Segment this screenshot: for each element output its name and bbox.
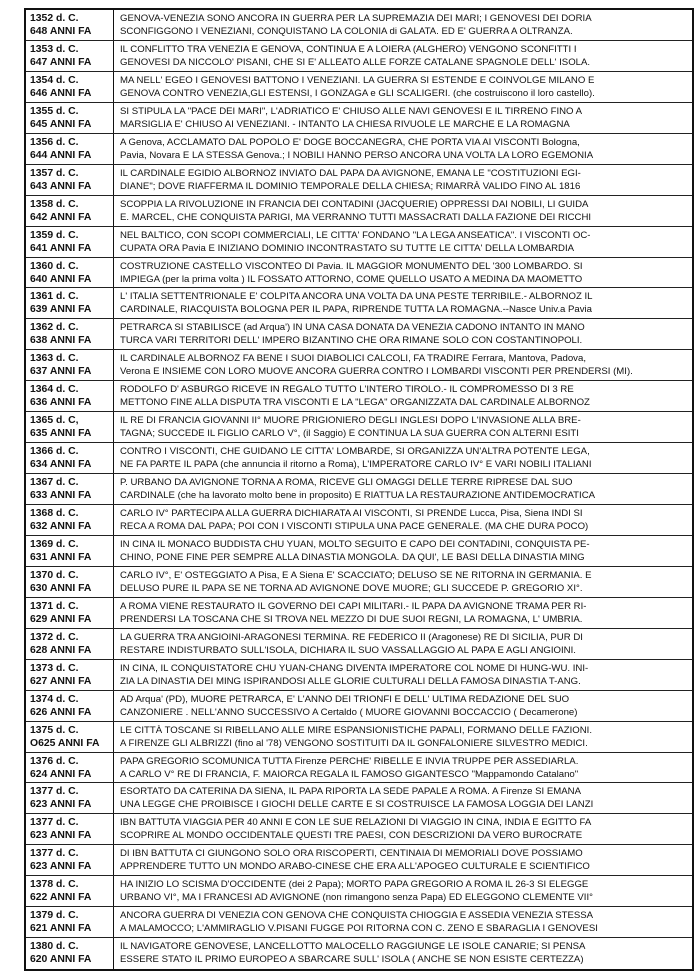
table-row xyxy=(26,227,692,258)
table-row xyxy=(26,165,692,196)
event-text-line: PRENDERSI LA TOSCANA CHE SI TROVA NEL MEZZO DI DUE SUOI REGNI, LA ROMAGNA, L' UMBRIA. xyxy=(120,613,583,625)
event-text-cell xyxy=(114,845,692,875)
table-row xyxy=(26,443,692,474)
table-row xyxy=(26,103,692,134)
event-text-line: IL CONFLITTO TRA VENEZIA E GENOVA, CONTINUA E A LOIERA (ALGHERO) VENGONO SCONFITTI I xyxy=(120,43,577,55)
event-text-line: TURCA VARI TERRITORI DELL' IMPERO BIZANTINO CHE ORA RIMANE SOLO CON COSTANTINOPOLI. xyxy=(120,335,583,347)
date-cell xyxy=(26,660,114,690)
date-cell xyxy=(26,319,114,349)
event-text-line: A Genova, ACCLAMATO DAL POPOLO E' DOGE BOCCANEGRA, CHE PORTA VIA AI VISCONTI Bologna, xyxy=(120,136,580,148)
event-text-line: L' ITALIA SETTENTRIONALE E' COLPITA ANCORA UNA VOLTA DA UNA PESTE TERRIBILE.- ALBORNOZ IL xyxy=(120,291,593,303)
years-ago-label: 627 ANNI FA xyxy=(30,675,92,687)
event-text-cell xyxy=(114,536,692,566)
event-text-cell xyxy=(114,288,692,318)
year-label: 1362 d. C. xyxy=(30,322,79,334)
years-ago-label: 620 ANNI FA xyxy=(30,954,92,966)
date-cell xyxy=(26,567,114,597)
years-ago-label: 642 ANNI FA xyxy=(30,211,92,223)
table-row xyxy=(26,691,692,722)
event-text-cell xyxy=(114,598,692,628)
event-text-line: Verona E INSIEME CON LORO MUOVE ANCORA GUERRA CONTRO I LOMBARDI VISCONTI PER PRENDERSI (MI). xyxy=(120,366,633,378)
years-ago-label: 623 ANNI FA xyxy=(30,799,92,811)
table-row xyxy=(26,783,692,814)
years-ago-label: O625 ANNI FA xyxy=(30,737,100,749)
years-ago-label: 631 ANNI FA xyxy=(30,551,92,563)
event-text-line: ZIA LA DINASTIA DEI MING ISPIRANDOSI ALLE GLORIE CULTURALI DELLA FAMOSA DINASTIA T-ANG. xyxy=(120,675,581,687)
event-text-cell xyxy=(114,567,692,597)
event-text-line: IL NAVIGATORE GENOVESE, LANCELLOTTO MALOCELLO RAGGIUNGE LE ISOLE CANARIE; SI PENSA xyxy=(120,941,586,953)
event-text-line: GENOVA-VENEZIA SONO ANCORA IN GUERRA PER LA SUPREMAZIA DEI MARI; I GENOVESI DEI DORIA xyxy=(120,13,592,24)
event-text-cell xyxy=(114,165,692,195)
event-text-cell xyxy=(114,381,692,411)
years-ago-label: 624 ANNI FA xyxy=(30,768,92,780)
event-text-cell xyxy=(114,103,692,133)
years-ago-label: 630 ANNI FA xyxy=(30,582,92,594)
year-label: 1375 d. C. xyxy=(30,724,79,736)
event-text-line: ANCORA GUERRA DI VENEZIA CON GENOVA CHE CONQUISTA CHIOGGIA E ASSEDIA VENEZIA STESSA xyxy=(120,910,594,922)
year-label: 1352 d. C. xyxy=(30,13,79,24)
event-text-line: CARDINALE (che ha lavorato molto bene in proposito) E RIATTUA LA RESTAURAZIONE ANTIDEMOCRATICA xyxy=(120,490,596,502)
year-label: 1364 d. C. xyxy=(30,384,79,396)
table-row xyxy=(26,753,692,784)
event-text-cell xyxy=(114,196,692,226)
date-cell xyxy=(26,134,114,164)
date-cell xyxy=(26,876,114,906)
event-text-line: UNA LEGGE CHE PROIBISCE I GIOCHI DELLE CARTE E SI COSTRUISCE LA FAMOSA LOGGIA DEI LANZI xyxy=(120,799,594,811)
years-ago-label: 648 ANNI FA xyxy=(30,26,92,37)
event-text-line: A CARLO V° RE DI FRANCIA, F. MAIORCA REGALA IL FAMOSO GIGANTESCO "Mappamondo Catalano" xyxy=(120,768,579,780)
years-ago-label: 646 ANNI FA xyxy=(30,87,92,99)
event-text-line: LA GUERRA TRA ANGIOINI-ARAGONESI TERMINA. RE FEDERICO II (Aragonese) RE DI SICILIA, PUR DI xyxy=(120,631,583,643)
event-text-line: URBANO VI°, MA I FRANCESI AD AVIGNONE (non rimangono senza Papa) ED ELEGGONO CLEMENTE VII° xyxy=(120,892,593,904)
event-text-line: PAPA GREGORIO SCOMUNICA TUTTA Firenze PERCHE' RIBELLE E INVIA TRUPPE PER ASSEDIARLA. xyxy=(120,755,579,767)
event-text-line: ESORTATO DA CATERINA DA SIENA, IL PAPA RIPORTA LA SEDE PAPALE A ROMA. A Firenze SI EMANA xyxy=(120,786,582,798)
date-cell xyxy=(26,814,114,844)
table-row xyxy=(26,536,692,567)
event-text-line: APPRENDERE TUTTO UN MONDO ARABO-CINESE CHE ERA ALL'APOGEO CULTURALE E SCIENTIFICO xyxy=(120,861,590,873)
table-row xyxy=(26,412,692,443)
table-row xyxy=(26,319,692,350)
year-label: 1369 d. C. xyxy=(30,538,79,550)
event-text-cell xyxy=(114,227,692,257)
year-label: 1377 d. C. xyxy=(30,848,79,860)
years-ago-label: 637 ANNI FA xyxy=(30,366,92,378)
event-text-cell xyxy=(114,41,692,71)
years-ago-label: 623 ANNI FA xyxy=(30,830,92,842)
date-cell xyxy=(26,753,114,783)
event-text-line: CHINO, PONE FINE PER SEMPRE ALLA DINASTIA MONGOLA. DA QUI', LE BASI DELLA DINASTIA MING xyxy=(120,551,585,563)
event-text-line: PETRARCA SI STABILISCE (ad Arqua') IN UNA CASA DONATA DA VENEZIA CADONO INTANTO IN MANO xyxy=(120,322,585,334)
date-cell xyxy=(26,629,114,659)
date-cell xyxy=(26,474,114,504)
year-label: 1358 d. C. xyxy=(30,198,79,210)
event-text-line: MARSIGLIA E' CHIUSO AI VENEZIANI. - INTANTO LA CHIESA RIVUOLE LE MARCHE E LA ROMAGNA xyxy=(120,118,570,130)
event-text-line: COSTRUZIONE CASTELLO VISCONTEO DI Pavia. IL MAGGIOR MONUMENTO DEL '300 LOMBARDO. SI xyxy=(120,260,583,272)
table-row xyxy=(26,381,692,412)
table-row xyxy=(26,134,692,165)
event-text-cell xyxy=(114,814,692,844)
table-row xyxy=(26,814,692,845)
event-text-line: MA NELL' EGEO I GENOVESI BATTONO I VENEZIANI. LA GUERRA SI ESTENDE E COINVOLGE MILANO E xyxy=(120,74,595,86)
years-ago-label: 633 ANNI FA xyxy=(30,490,92,502)
date-cell xyxy=(26,845,114,875)
year-label: 1377 d. C. xyxy=(30,817,79,829)
years-ago-label: 638 ANNI FA xyxy=(30,335,92,347)
event-text-cell xyxy=(114,474,692,504)
event-text-cell xyxy=(114,660,692,690)
date-cell xyxy=(26,443,114,473)
date-cell xyxy=(26,722,114,752)
year-label: 1378 d. C. xyxy=(30,879,79,891)
event-text-line: IN CINA, IL CONQUISTATORE CHU YUAN-CHANG DIVENTA IMPERATORE COL NOME DI HUNG-WU. INI- xyxy=(120,662,589,674)
years-ago-label: 623 ANNI FA xyxy=(30,861,92,873)
event-text-line: RODOLFO D' ASBURGO RICEVE IN REGALO TUTTO L'INTERO TIROLO.- IL COMPROMESSO DI 3 RE xyxy=(120,384,574,396)
years-ago-label: 621 ANNI FA xyxy=(30,923,92,935)
event-text-cell xyxy=(114,629,692,659)
event-text-line: A MALAMOCCO; L'AMMIRAGLIO V.PISANI FUGGE POI RITORNA CON C. ZENO E SBARAGLIA I GENOVESI xyxy=(120,923,598,935)
table-row xyxy=(26,876,692,907)
date-cell xyxy=(26,72,114,102)
date-cell xyxy=(26,165,114,195)
years-ago-label: 643 ANNI FA xyxy=(30,180,92,192)
event-text-line: Pavia, Novara E LA STESSA Genova.; I NOBILI HANNO PERSO ANCORA UNA VOLTA LA LORO EGEMONIA xyxy=(120,149,594,161)
years-ago-label: 634 ANNI FA xyxy=(30,459,92,471)
event-text-cell xyxy=(114,258,692,288)
year-label: 1372 d. C. xyxy=(30,631,79,643)
event-text-line: HA INIZIO LO SCISMA D'OCCIDENTE (dei 2 Papa); MORTO PAPA GREGORIO A ROMA IL 26-3 SI ELEGGE xyxy=(120,879,589,891)
table-row xyxy=(26,41,692,72)
table-row xyxy=(26,629,692,660)
date-cell xyxy=(26,103,114,133)
event-text-line: CUPATA ORA Pavia E INIZIANO DOMINIO INCONTRASTATO SU TUTTE LE CITTA' DELLA LOMBARDIA xyxy=(120,242,575,254)
date-cell xyxy=(26,536,114,566)
event-text-cell xyxy=(114,907,692,937)
date-cell xyxy=(26,907,114,937)
event-text-line: SCONFIGGONO I VENEZIANI, CONQUISTANO LA COLONIA di GALATA. ED E' GUERRA A OLTRANZA. xyxy=(120,26,573,37)
event-text-line: CARLO IV°, E' OSTEGGIATO A Pisa, E A Siena E' SCACCIATO; DELUSO SE NE RITORNA IN GERMANIA. E xyxy=(120,569,592,581)
date-cell xyxy=(26,258,114,288)
year-label: 1357 d. C. xyxy=(30,167,79,179)
event-text-line: ESSERE STATO IL PRIMO EUROPEO A SBARCARE SULL' ISOLA ( ANCHE SE NON ESISTE CERTEZZA) xyxy=(120,954,584,966)
event-text-cell xyxy=(114,412,692,442)
event-text-line: P. URBANO DA AVIGNONE TORNA A ROMA, RICEVE GLI OMAGGI DELLE TERRE RIPRESE DAL SUO xyxy=(120,477,573,489)
event-text-cell xyxy=(114,753,692,783)
event-text-line: METTONO FINE ALLA DISPUTA TRA VISCONTI E LA "LEGA" ORGANIZZATA DAL CARDINALE ALBORNOZ xyxy=(120,397,590,409)
year-label: 1376 d. C. xyxy=(30,755,79,767)
year-label: 1377 d. C. xyxy=(30,786,79,798)
event-text-cell xyxy=(114,443,692,473)
years-ago-label: 626 ANNI FA xyxy=(30,706,92,718)
date-cell xyxy=(26,41,114,71)
event-text-line: SCOPPIA LA RIVOLUZIONE IN FRANCIA DEI CONTADINI (JACQUERIE) OPPRESSI DAI NOBILI, LI GUIDA xyxy=(120,198,589,210)
year-label: 1355 d. C. xyxy=(30,105,79,117)
date-cell xyxy=(26,505,114,535)
table-row xyxy=(26,474,692,505)
years-ago-label: 639 ANNI FA xyxy=(30,304,92,316)
event-text-cell xyxy=(114,876,692,906)
event-text-line: IMPIEGA (per la prima volta ) IL FOSSATO ATTORNO, COME QUELLO USATO A MEDINA DA MAOMETTO xyxy=(120,273,583,285)
years-ago-label: 644 ANNI FA xyxy=(30,149,92,161)
years-ago-label: 647 ANNI FA xyxy=(30,56,92,68)
event-text-line: DI IBN BATTUTA CI GIUNGONO SOLO ORA RISCOPERTI, CENTINAIA DI MEMORIALI DOVE POSSIAMO xyxy=(120,848,583,860)
table-row xyxy=(26,288,692,319)
year-label: 1370 d. C. xyxy=(30,569,79,581)
year-label: 1365 d. C, xyxy=(30,415,79,427)
table-row xyxy=(26,660,692,691)
year-label: 1363 d. C. xyxy=(30,353,79,365)
table-row xyxy=(26,10,692,41)
date-cell xyxy=(26,691,114,721)
table-row xyxy=(26,845,692,876)
event-text-line: SI STIPULA LA "PACE DEI MARI", L'ADRIATICO E' CHIUSO ALLE NAVI GENOVESI E IL TIRRENO FINO A xyxy=(120,105,583,117)
year-label: 1373 d. C. xyxy=(30,662,79,674)
year-label: 1380 d. C. xyxy=(30,941,79,953)
event-text-line: CANZONIERE . NELL'ANNO SUCCESSIVO A Certaldo ( MUORE GIOVANNI BOCCACCIO ( Decamerone) xyxy=(120,706,578,718)
event-text-line: CARDINALE, RIACQUISTA BOLOGNA PER IL PAPA, RIPRENDE TUTTA LA ROMAGNA.--Nasce Univ.a Pavia xyxy=(120,304,592,316)
year-label: 1374 d. C. xyxy=(30,693,79,705)
year-label: 1368 d. C. xyxy=(30,508,79,519)
event-text-line: RECA A ROMA DAL PAPA; POI CON I VISCONTI STIPULA UNA PACE GENERALE. (MA CHE DURA POCO) xyxy=(120,521,589,532)
event-text-line: GENOVESI DA NICCOLO' PISANI, CHE SI E' ALLEATO ALLE FORZE CATALANE SPAGNOLE DELL' ISOLA. xyxy=(120,56,591,68)
table-row xyxy=(26,907,692,938)
date-cell xyxy=(26,598,114,628)
table-row xyxy=(26,505,692,536)
year-label: 1353 d. C. xyxy=(30,43,79,55)
table-row xyxy=(26,722,692,753)
table-row xyxy=(26,598,692,629)
event-text-cell xyxy=(114,350,692,380)
event-text-line: LE CITTÀ TOSCANE SI RIBELLANO ALLE MIRE ESPANSIONISTICHE PAPALI, FORMANO DELLE FAZIONI. xyxy=(120,724,592,736)
years-ago-label: 629 ANNI FA xyxy=(30,613,92,625)
years-ago-label: 645 ANNI FA xyxy=(30,118,92,130)
year-label: 1359 d. C. xyxy=(30,229,79,241)
year-label: 1354 d. C. xyxy=(30,74,79,86)
table-row xyxy=(26,258,692,289)
event-text-line: A FIRENZE GLI ALBRIZZI (fino al '78) VENGONO SOSTITUITI DA IL GONFALONIERE SILVESTRO MEDICI. xyxy=(120,737,588,749)
date-cell xyxy=(26,227,114,257)
event-text-line: DIANE"; DOVE RIAFFERMA IL DOMINIO TEMPORALE DELLA CHIESA; RIMARRÀ VALIDO FINO AL 1816 xyxy=(120,180,581,192)
event-text-line: NE FA PARTE IL PAPA (che annuncia il ritorno a Roma), L'IMPERATORE CARLO IV° E VARI NOBILI ITALIANI xyxy=(120,459,592,471)
event-text-line: CARLO IV° PARTECIPA ALLA GUERRA DICHIARATA AI VISCONTI, SI PRENDE Lucca, Pisa, Siena INDI SI xyxy=(120,508,583,519)
date-cell xyxy=(26,412,114,442)
table-row xyxy=(26,196,692,227)
year-label: 1366 d. C. xyxy=(30,446,79,458)
year-label: 1371 d. C. xyxy=(30,600,79,612)
year-label: 1379 d. C. xyxy=(30,910,79,922)
event-text-line: CONTRO I VISCONTI, CHE GUIDANO LE CITTA' LOMBARDE, SI ORGANIZZA UN'ALTRA POTENTE LEGA, xyxy=(120,446,590,458)
event-text-cell xyxy=(114,938,692,969)
event-text-cell xyxy=(114,722,692,752)
date-cell xyxy=(26,288,114,318)
date-cell xyxy=(26,196,114,226)
years-ago-label: 641 ANNI FA xyxy=(30,242,92,254)
event-text-line: IN CINA IL MONACO BUDDISTA CHU YUAN, MOLTO SEGUITO E CAPO DEI CONTADINI, CONQUISTA PE- xyxy=(120,538,590,550)
event-text-cell xyxy=(114,134,692,164)
years-ago-label: 632 ANNI FA xyxy=(30,521,92,532)
event-text-cell xyxy=(114,783,692,813)
chronology-table xyxy=(24,8,694,971)
date-cell xyxy=(26,350,114,380)
year-label: 1367 d. C. xyxy=(30,477,79,489)
event-text-line: AD Arqua' (PD), MUORE PETRARCA, E' L'ANNO DEI TRIONFI E DELL' ULTIMA REDAZIONE DEL SUO xyxy=(120,693,570,705)
event-text-line: NEL BALTICO, CON SCOPI COMMERCIALI, LE CITTA' FONDANO "LA LEGA ANSEATICA". I VISCONTI OC- xyxy=(120,229,591,241)
event-text-line: TAGNA; SUCCEDE IL FIGLIO CARLO V°, (il Saggio) E CONTINUA LA SUA GUERRA CON ALTERNI ESITI xyxy=(120,428,579,440)
years-ago-label: 635 ANNI FA xyxy=(30,428,92,440)
date-cell xyxy=(26,938,114,969)
event-text-line: IL CARDINALE ALBORNOZ FA BENE I SUOI DIABOLICI CALCOLI, FA TRADIRE Ferrara, Mantova, Padova, xyxy=(120,353,586,365)
table-row xyxy=(26,350,692,381)
year-label: 1356 d. C. xyxy=(30,136,79,148)
event-text-cell xyxy=(114,505,692,535)
table-row xyxy=(26,938,692,969)
event-text-line: E. MARCEL, CHE CONQUISTA PARIGI, MA VERRANNO TUTTI MASSACRATI DALLA FAZIONE DEI RICCHI xyxy=(120,211,592,223)
event-text-cell xyxy=(114,319,692,349)
years-ago-label: 628 ANNI FA xyxy=(30,644,92,656)
event-text-line: IL CARDINALE EGIDIO ALBORNOZ INVIATO DAL PAPA DA AVIGNONE, EMANA LE "COSTITUZIONI EGI- xyxy=(120,167,581,179)
year-label: 1361 d. C. xyxy=(30,291,79,303)
event-text-cell xyxy=(114,10,692,40)
years-ago-label: 640 ANNI FA xyxy=(30,273,92,285)
event-text-line: SCOPRIRE AL MONDO OCCIDENTALE QUESTI TRE PAESI, CON DESCRIZIONI DA VERO BUROCRATE xyxy=(120,830,583,842)
event-text-line: A ROMA VIENE RESTAURATO IL GOVERNO DEI CAPI MILITARI.- IL PAPA DA AVIGNONE TRAMA PER RI- xyxy=(120,600,587,612)
event-text-line: IL RE DI FRANCIA GIOVANNI II° MUORE PRIGIONIERO DEGLI INGLESI DOPO L'INVASIONE ALLA BRE- xyxy=(120,415,581,427)
date-cell xyxy=(26,10,114,40)
year-label: 1360 d. C. xyxy=(30,260,79,272)
event-text-line: RESTARE INDISTURBATO SULL'ISOLA, DICHIARA IL SUO VASSALLAGGIO AL PAPA E AGLI ANGIOINI. xyxy=(120,644,576,656)
table-row xyxy=(26,72,692,103)
event-text-line: DELUSO PURE IL PAPA SE NE TORNA AD AVIGNONE DOVE MUORE; GLI SUCCEDE P. GREGORIO XI°. xyxy=(120,582,583,594)
date-cell xyxy=(26,381,114,411)
event-text-cell xyxy=(114,72,692,102)
date-cell xyxy=(26,783,114,813)
event-text-line: IBN BATTUTA VIAGGIA PER 40 ANNI E CON LE SUE RELAZIONI DI VIAGGIO IN CINA, INDIA E EGITTO FA xyxy=(120,817,592,829)
event-text-line: GENOVA CONTRO VENEZIA,GLI ESTENSI, I GONZAGA e GLI SCALIGERI. (che costruiscono il loro castello). xyxy=(120,87,595,99)
event-text-cell xyxy=(114,691,692,721)
years-ago-label: 622 ANNI FA xyxy=(30,892,92,904)
table-row xyxy=(26,567,692,598)
years-ago-label: 636 ANNI FA xyxy=(30,397,92,409)
